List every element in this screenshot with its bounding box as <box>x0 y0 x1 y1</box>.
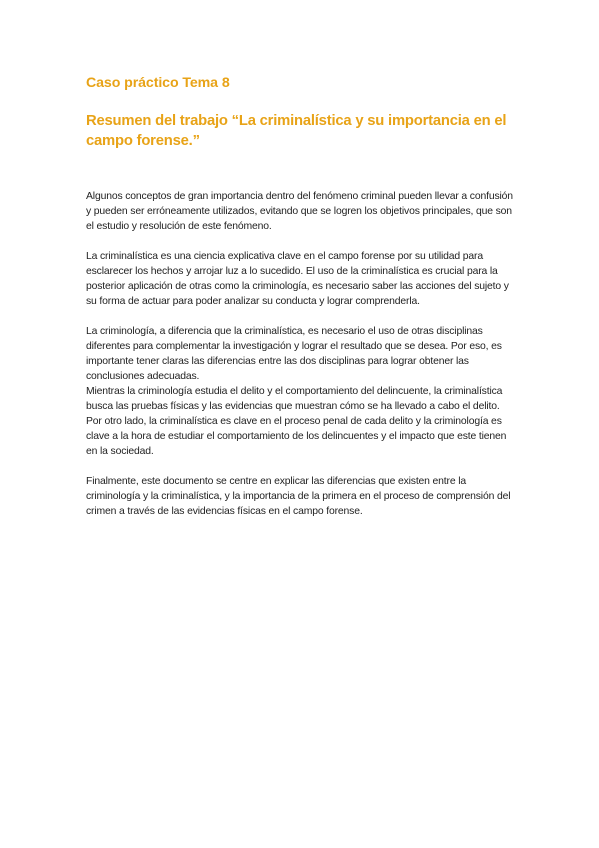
paragraph-proceso-penal: Por otro lado, la criminalística es clave en el proceso penal de cada delito y la criminología es clave a la hora de estudiar el comportamiento de los delincuentes y el impacto que este tienen en la sociedad. <box>86 416 507 457</box>
paragraph-diferencias: Mientras la criminología estudia el delito y el comportamiento del delincuente, la criminalística busca las pruebas físicas y las evidencias que muestran cómo se ha llevado a cabo el delito. <box>86 386 503 412</box>
paragraph-conclusion: Finalmente, este documento se centre en explicar las diferencias que existen entre la criminología y la criminalística, y la importancia de la primera en el proceso de comprensión del crimen a través de las evidencias físicas en el campo forense. <box>86 476 511 517</box>
document-title: Resumen del trabajo “La criminalística y su importancia en el campo forense.” <box>86 113 507 149</box>
document-body <box>86 189 516 519</box>
paragraph-criminalistica: La criminalística es una ciencia explicativa clave en el campo forense por su utilidad para esclarecer los hechos y arrojar luz a lo sucedido. El uso de la criminalística es crucial para la posterior aplicación de otras como la criminología, es necesario saber las acciones del sujeto y su forma de actuar para poder analizar su conducta y lograr comprenderla. <box>86 251 509 307</box>
document-subtitle: Caso práctico Tema 8 <box>86 75 230 91</box>
document-content <box>86 74 516 534</box>
paragraph-intro: Algunos conceptos de gran importancia dentro del fenómeno criminal pueden llevar a confusión y pueden ser erróneamente utilizados, evitando que se logren los objetivos principales, que son el estudio y resolución de este fenómeno. <box>86 191 513 232</box>
paragraph-criminologia: La criminología, a diferencia que la criminalística, es necesario el uso de otras disciplinas diferentes para complementar la investigación y lograr el resultado que se desea. Por eso, es importante tener claras las diferencias entre las dos disciplinas para lograr obtener las conclusiones adecuadas. <box>86 326 502 382</box>
